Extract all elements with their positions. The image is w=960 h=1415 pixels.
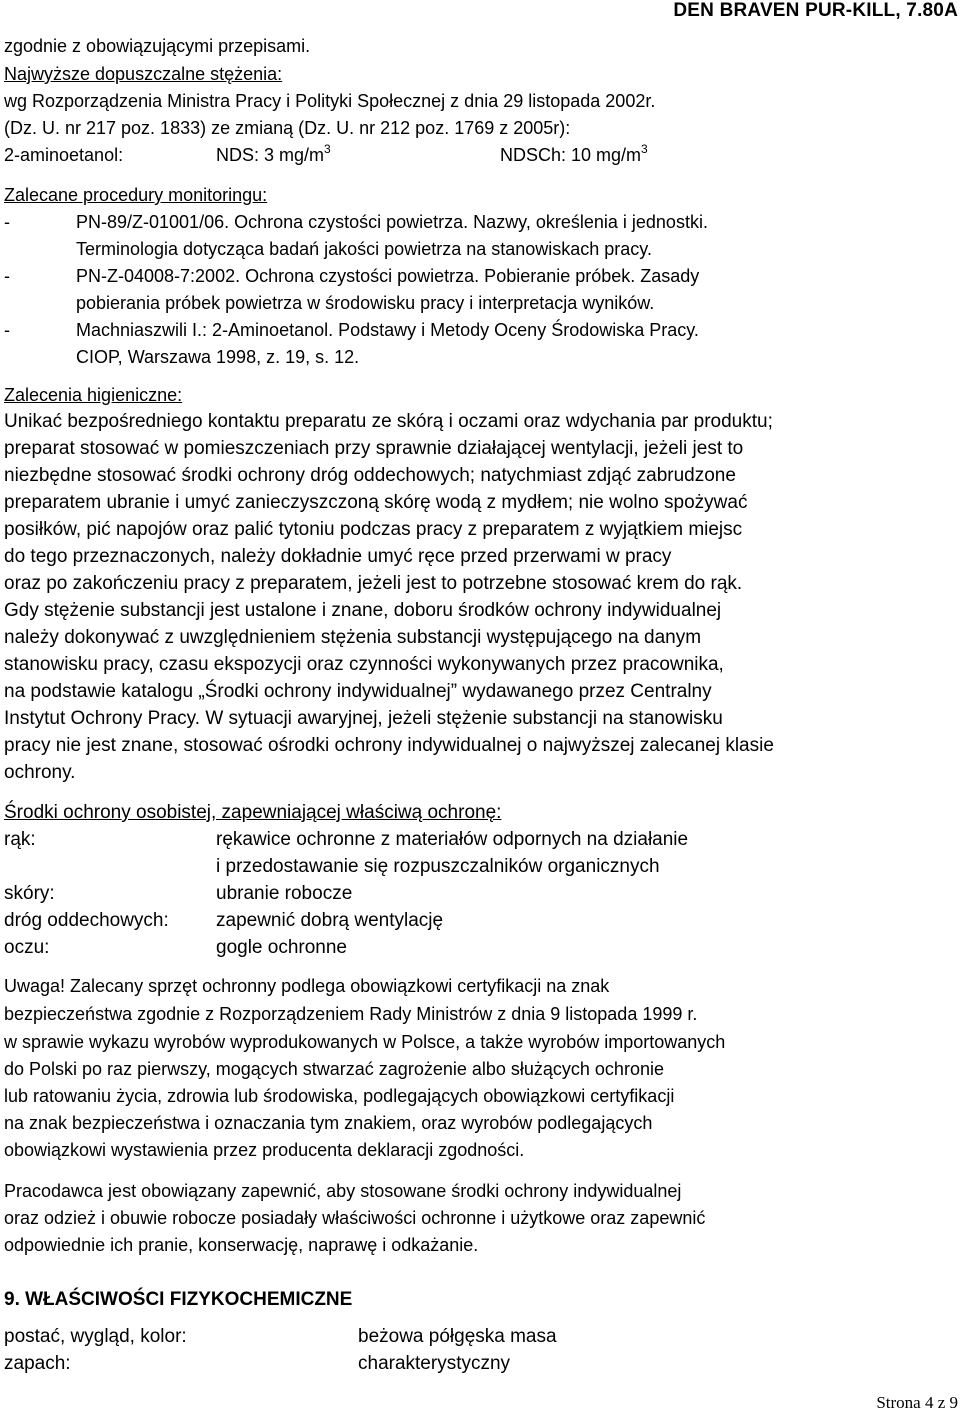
employer-line: Pracodawca jest obowiązany zapewnić, aby stosowane środki ochrony indywidualnej xyxy=(4,1181,682,1201)
monitoring-item-1-line-2: Terminologia dotycząca badań jakości powietrza na stanowiskach pracy. xyxy=(76,239,652,259)
nds-value: NDS: 3 $mg/m^3$ xyxy=(216,142,331,165)
hygiene-heading: Zalecenia higieniczne: xyxy=(4,385,183,405)
page-number: Strona 4 z 9 xyxy=(876,1393,958,1412)
monitoring-heading: Zalecane procedury monitoringu: xyxy=(4,185,268,205)
ppe-value-eyes: gogle ochronne xyxy=(216,937,347,958)
monitoring-dash: - xyxy=(4,212,10,232)
ppe-label-hands: rąk: xyxy=(4,829,36,850)
regulation-line-1: wg Rozporządzenia Ministra Pracy i Polityki Społecznej z dnia 29 listopada 2002r. xyxy=(4,91,656,111)
ppe-label-skin: skóry: xyxy=(4,883,55,904)
hygiene-line: ochrony. xyxy=(4,762,76,783)
property-label-odor: zapach: xyxy=(4,1353,71,1374)
monitoring-dash: - xyxy=(4,266,10,286)
nds-heading: Najwyższe dopuszczalne stężenia: xyxy=(4,64,283,84)
monitoring-item-1-line-1: PN-89/Z-01001/06. Ochrona czystości powietrza. Nazwy, określenia i jednostki. xyxy=(76,212,708,232)
document-header-title: DEN BRAVEN PUR-KILL, 7.80A xyxy=(673,0,958,21)
note-line: Uwaga! Zalecany sprzęt ochronny podlega obowiązkowi certyfikacji na znak xyxy=(4,976,610,996)
note-line: na znak bezpieczeństwa i oznaczania tym znakiem, oraz wyrobów podlegających xyxy=(4,1113,653,1133)
ppe-value-respiratory: zapewnić dobrą wentylację xyxy=(216,910,444,931)
hygiene-line: pracy nie jest znane, stosować ośrodki ochrony indywidualnej o najwyższej zalecanej klasie xyxy=(4,735,774,756)
ppe-value-skin: ubranie robocze xyxy=(216,883,353,904)
hygiene-line: Instytut Ochrony Pracy. W sytuacji awaryjnej, jeżeli stężenie substancji na stanowisku xyxy=(4,708,723,729)
monitoring-item-3-line-1: Machniaszwili I.: 2-Aminoetanol. Podstawy i Metody Oceny Środowiska Pracy. xyxy=(76,320,699,340)
ndsch-value: NDSCh: 10 $mg/m^3$ xyxy=(500,142,648,165)
hygiene-line: oraz po zakończeniu pracy z preparatem, jeżeli jest to potrzebne stosować krem do rąk. xyxy=(4,573,743,594)
hygiene-line: niezbędne stosować środki ochrony dróg oddechowych; natychmiast zdjąć zabrudzone xyxy=(4,465,736,486)
hygiene-line: preparatem ubranie i umyć zanieczyszczoną skórę wodą z mydłem; nie wolno spożywać xyxy=(4,492,748,513)
hygiene-line: stanowisku pracy, czasu ekspozycji oraz czynności wykonywanych przez pracownika, xyxy=(4,654,724,675)
note-line: obowiązkowi wystawienia przez producenta deklaracji zgodności. xyxy=(4,1140,525,1160)
property-value-odor: charakterystyczny xyxy=(358,1353,511,1374)
regulation-line-2: (Dz. U. nr 217 poz. 1833) ze zmianą (Dz. U. nr 212 poz. 1769 z 2005r): xyxy=(4,118,571,138)
ppe-heading: Środki ochrony osobistej, zapewniającej właściwą ochronę: xyxy=(4,802,502,823)
hygiene-line: posiłków, pić napojów oraz palić tytoniu podczas pracy z preparatem z wyjątkiem miejsc xyxy=(4,519,743,540)
ppe-label-eyes: oczu: xyxy=(4,937,50,958)
property-value-form: beżowa półgęska masa xyxy=(358,1326,557,1347)
employer-line: odpowiednie ich pranie, konserwację, naprawę i odkażanie. xyxy=(4,1235,479,1255)
note-line: w sprawie wykazu wyrobów wyprodukowanych w Polsce, a także wyrobów importowanych xyxy=(4,1032,726,1052)
monitoring-dash: - xyxy=(4,320,10,340)
monitoring-item-2-line-1: PN-Z-04008-7:2002. Ochrona czystości powietrza. Pobieranie próbek. Zasady xyxy=(76,266,700,286)
monitoring-item-3-line-2: CIOP, Warszawa 1998, z. 19, s. 12. xyxy=(76,347,360,367)
monitoring-item-2-line-2: pobierania próbek powietrza w środowisku pracy i interpretacja wyników. xyxy=(76,293,655,313)
ppe-value-hands-continued: i przedostawanie się rozpuszczalników organicznych xyxy=(216,856,660,877)
hygiene-line: preparat stosować w pomieszczeniach przy sprawnie działającej wentylacji, jeżeli jest to xyxy=(4,438,744,459)
ppe-value-hands: rękawice ochronne z materiałów odpornych na działanie xyxy=(216,829,689,850)
property-label-form: postać, wygląd, kolor: xyxy=(4,1326,187,1347)
hygiene-line: do tego przeznaczonych, należy dokładnie umyć ręce przed przerwami w pracy xyxy=(4,546,672,567)
substance-name: 2-aminoetanol: xyxy=(4,145,124,165)
section-9-title: 9. WŁAŚCIWOŚCI FIZYKOCHEMICZNE xyxy=(4,1289,353,1310)
employer-line: oraz odzież i obuwie robocze posiadały właściwości ochronne i użytkowe oraz zapewnić xyxy=(4,1208,706,1228)
hygiene-line: należy dokonywać z uwzględnieniem stężenia substancji występującego na danym xyxy=(4,627,702,648)
note-line: do Polski po raz pierwszy, mogących stwarzać zagrożenie albo służących ochronie xyxy=(4,1059,664,1079)
hygiene-line: Gdy stężenie substancji jest ustalone i znane, doboru środków ochrony indywidualnej xyxy=(4,600,722,621)
hygiene-line: na podstawie katalogu „Środki ochrony indywidualnej” wydawanego przez Centralny xyxy=(4,681,712,702)
note-line: bezpieczeństwa zgodnie z Rozporządzeniem Rady Ministrów z dnia 9 listopada 1999 r. xyxy=(4,1004,698,1024)
note-line: lub ratowaniu życia, zdrowia lub środowiska, podlegających obowiązkowi certyfikacji xyxy=(4,1086,675,1106)
ppe-label-respiratory: dróg oddechowych: xyxy=(4,910,169,931)
intro-line: zgodnie z obowiązującymi przepisami. xyxy=(4,36,311,56)
hygiene-line: Unikać bezpośredniego kontaktu preparatu ze skórą i oczami oraz wdychania par produktu; xyxy=(4,411,773,432)
